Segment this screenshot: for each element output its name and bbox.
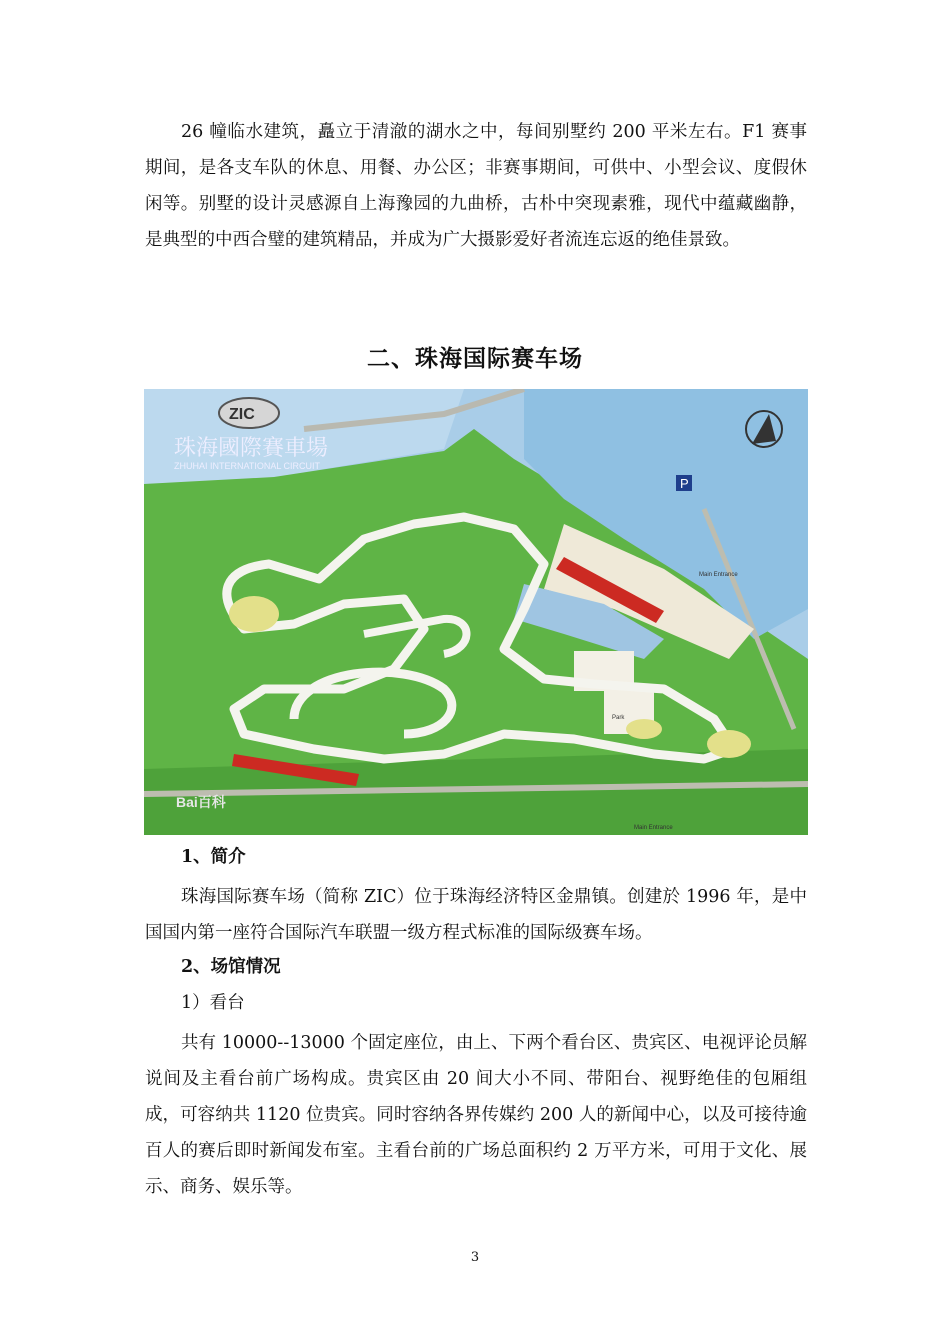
section-heading: 二、珠海国际赛车场 bbox=[367, 345, 583, 372]
parking-icon bbox=[676, 475, 692, 491]
subsection-2-item-1: 1）看台 bbox=[181, 993, 245, 1013]
subsection-2-text: 共有 10000--13000 个固定座位，由上、下两个看台区、贵宾区、电视评论员解说间及主看台前广场构成。贵宾区由 20 间大小不同、带阳台、视野绝佳的包厢组成，可容纳共 1120 位贵宾。同时容纳各界传媒约 200 人的新闻中心，以及可接待逾百人的赛后即时新闻发布室。主看台前的广场总面积约 2 万平方米，可用于文化、展示、商务、娱乐等。 bbox=[145, 1033, 807, 1197]
map-label-main-entrance-2: Main Entrance bbox=[634, 825, 673, 831]
intro-paragraph: 26 幢临水建筑，矗立于清澈的湖水之中，每间别墅约 200 平米左右。F1 赛事期间，是各支车队的休息、用餐、办公区；非赛事期间，可供中、小型会议、度假休闲等。别墅的设计灵感源自上海豫园的九曲桥，古朴中突现素雅，现代中蕴藏幽静，是典型的中西合璧的建筑精品，并成为广大摄影爱好者流连忘返的绝佳景致。 bbox=[145, 122, 807, 250]
circuit-map-image bbox=[144, 389, 808, 835]
map-title-cn: 珠海國際賽車場 bbox=[174, 436, 329, 461]
svg-text:P: P bbox=[680, 476, 689, 491]
map-watermark: Bai百科 bbox=[176, 794, 226, 810]
subsection-1-heading: 1、简介 bbox=[181, 847, 246, 867]
zic-logo bbox=[219, 398, 279, 428]
map-label-park: Park bbox=[612, 715, 625, 721]
subsection-2-heading: 2、场馆情况 bbox=[181, 957, 281, 977]
map-logo-text: ZIC bbox=[229, 406, 255, 423]
page-number: 3 bbox=[470, 1250, 480, 1265]
map-title-en: ZHUHAI INTERNATIONAL CIRCUIT bbox=[174, 461, 321, 471]
map-label-main-entrance: Main Entrance bbox=[699, 572, 738, 578]
subsection-1-text: 珠海国际赛车场（简称 ZIC）位于珠海经济特区金鼎镇。创建於 1996 年，是中国国内第一座符合国际汽车联盟一级方程式标准的国际级赛车场。 bbox=[145, 887, 807, 943]
